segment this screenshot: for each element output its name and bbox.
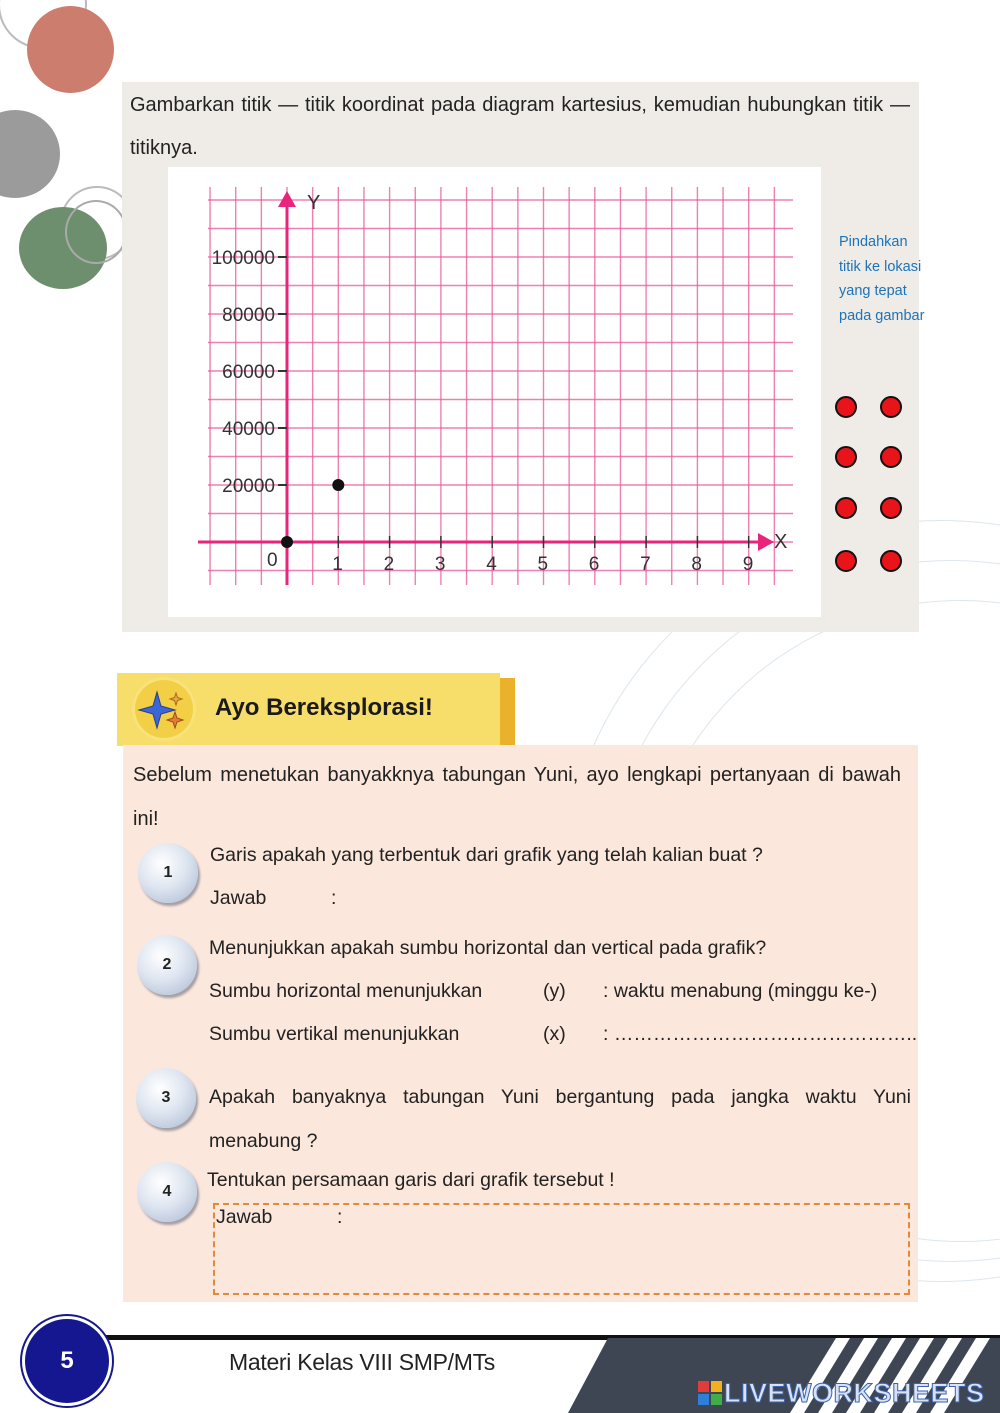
liveworksheets-logo-icon [698,1381,722,1405]
x-axis-label: X [774,531,788,553]
y-axis-arrow [278,191,296,207]
explore-intro: Sebelum menetukan banyakknya tabungan Yuni, ayo lengkapi pertanyaan di bawah ini! [133,764,901,830]
question-3-text: Apakah banyaknya tabungan Yuni bergantung pada jangka waktu Yuni menabung ? [209,1086,911,1152]
vertical-axis-answer-field[interactable]: : ……………………………………….. [603,1023,918,1045]
decor-circle-gray [0,110,60,198]
banner-shadow [500,678,515,751]
y-tick-label: 100000 [211,248,275,269]
explore-title: Ayo Bereksplorasi! [215,694,433,721]
origin-label: 0 [267,550,278,571]
x-tick-label: 9 [742,554,754,575]
plotted-point [332,479,344,491]
drag-hint: Pindahkan titik ke lokasi yang tepat pada gambar [839,234,925,324]
y-tick-label: 80000 [222,305,275,326]
draggable-point[interactable] [880,550,902,572]
draggable-point[interactable] [880,396,902,418]
y-tick-label: 20000 [222,476,275,497]
x-tick-label: 3 [434,554,446,575]
draggable-point[interactable] [835,550,857,572]
draggable-point[interactable] [880,497,902,519]
x-tick-label: 8 [691,554,702,575]
draggable-point[interactable] [835,396,857,418]
question-1-text: Garis apakah yang terbentuk dari grafik yang telah kalian buat ? [210,844,763,866]
question-4-answer-label: Jawab [216,1206,273,1228]
cartesian-graph[interactable] [168,167,821,617]
cartesian-chart[interactable] [168,167,821,617]
question-number-badge: 4 [137,1162,197,1222]
answer-input-box[interactable] [213,1203,910,1295]
vertical-axis-label: Sumbu vertikal menunjukkan [209,1023,460,1045]
y-tick-label: 40000 [222,419,275,440]
page-number: 5 [22,1316,112,1406]
watermark-text: LIVEWORKSHEETS [724,1378,985,1408]
decor-ring [65,200,127,264]
question-1-answer-colon: : [331,887,337,909]
decor-circle-red [27,6,114,93]
question-4-text: Tentukan persamaan garis dari grafik tersebut ! [207,1169,615,1191]
footer-title: Materi Kelas VIII SMP/MTs [229,1349,496,1375]
horizontal-axis-value: : waktu menabung (minggu ke-) [603,980,878,1002]
x-tick-label: 1 [332,554,343,575]
question-number-badge: 1 [138,843,198,903]
y-tick-label: 60000 [222,362,275,383]
question-number-badge: 2 [137,935,197,995]
horizontal-axis-label: Sumbu horizontal menunjukkan [209,980,483,1002]
question-number-badge: 3 [136,1068,196,1128]
y-axis-label: Y [307,192,321,214]
horizontal-axis-symbol: (y) [543,980,566,1002]
x-tick-label: 5 [537,554,549,575]
question-2-text: Menunjukkan apakah sumbu horizontal dan vertical pada grafik? [209,937,767,959]
draggable-point[interactable] [880,446,902,468]
question-1-answer-label: Jawab [210,887,267,909]
draggable-point[interactable] [835,497,857,519]
x-tick-label: 7 [640,554,651,575]
question-4-answer-colon: : [337,1206,343,1228]
x-axis-arrow [758,533,774,551]
sparkle-icon [135,680,193,738]
x-tick-label: 4 [486,554,497,575]
vertical-axis-symbol: (x) [543,1023,566,1045]
activity-instruction: Gambarkan titik — titik koordinat pada diagram kartesius, kemudian hubungkan titik — titiknya. [130,94,910,159]
draggable-point[interactable] [835,446,857,468]
x-tick-label: 2 [383,554,395,575]
plotted-point [281,536,293,548]
x-tick-label: 6 [588,554,600,575]
